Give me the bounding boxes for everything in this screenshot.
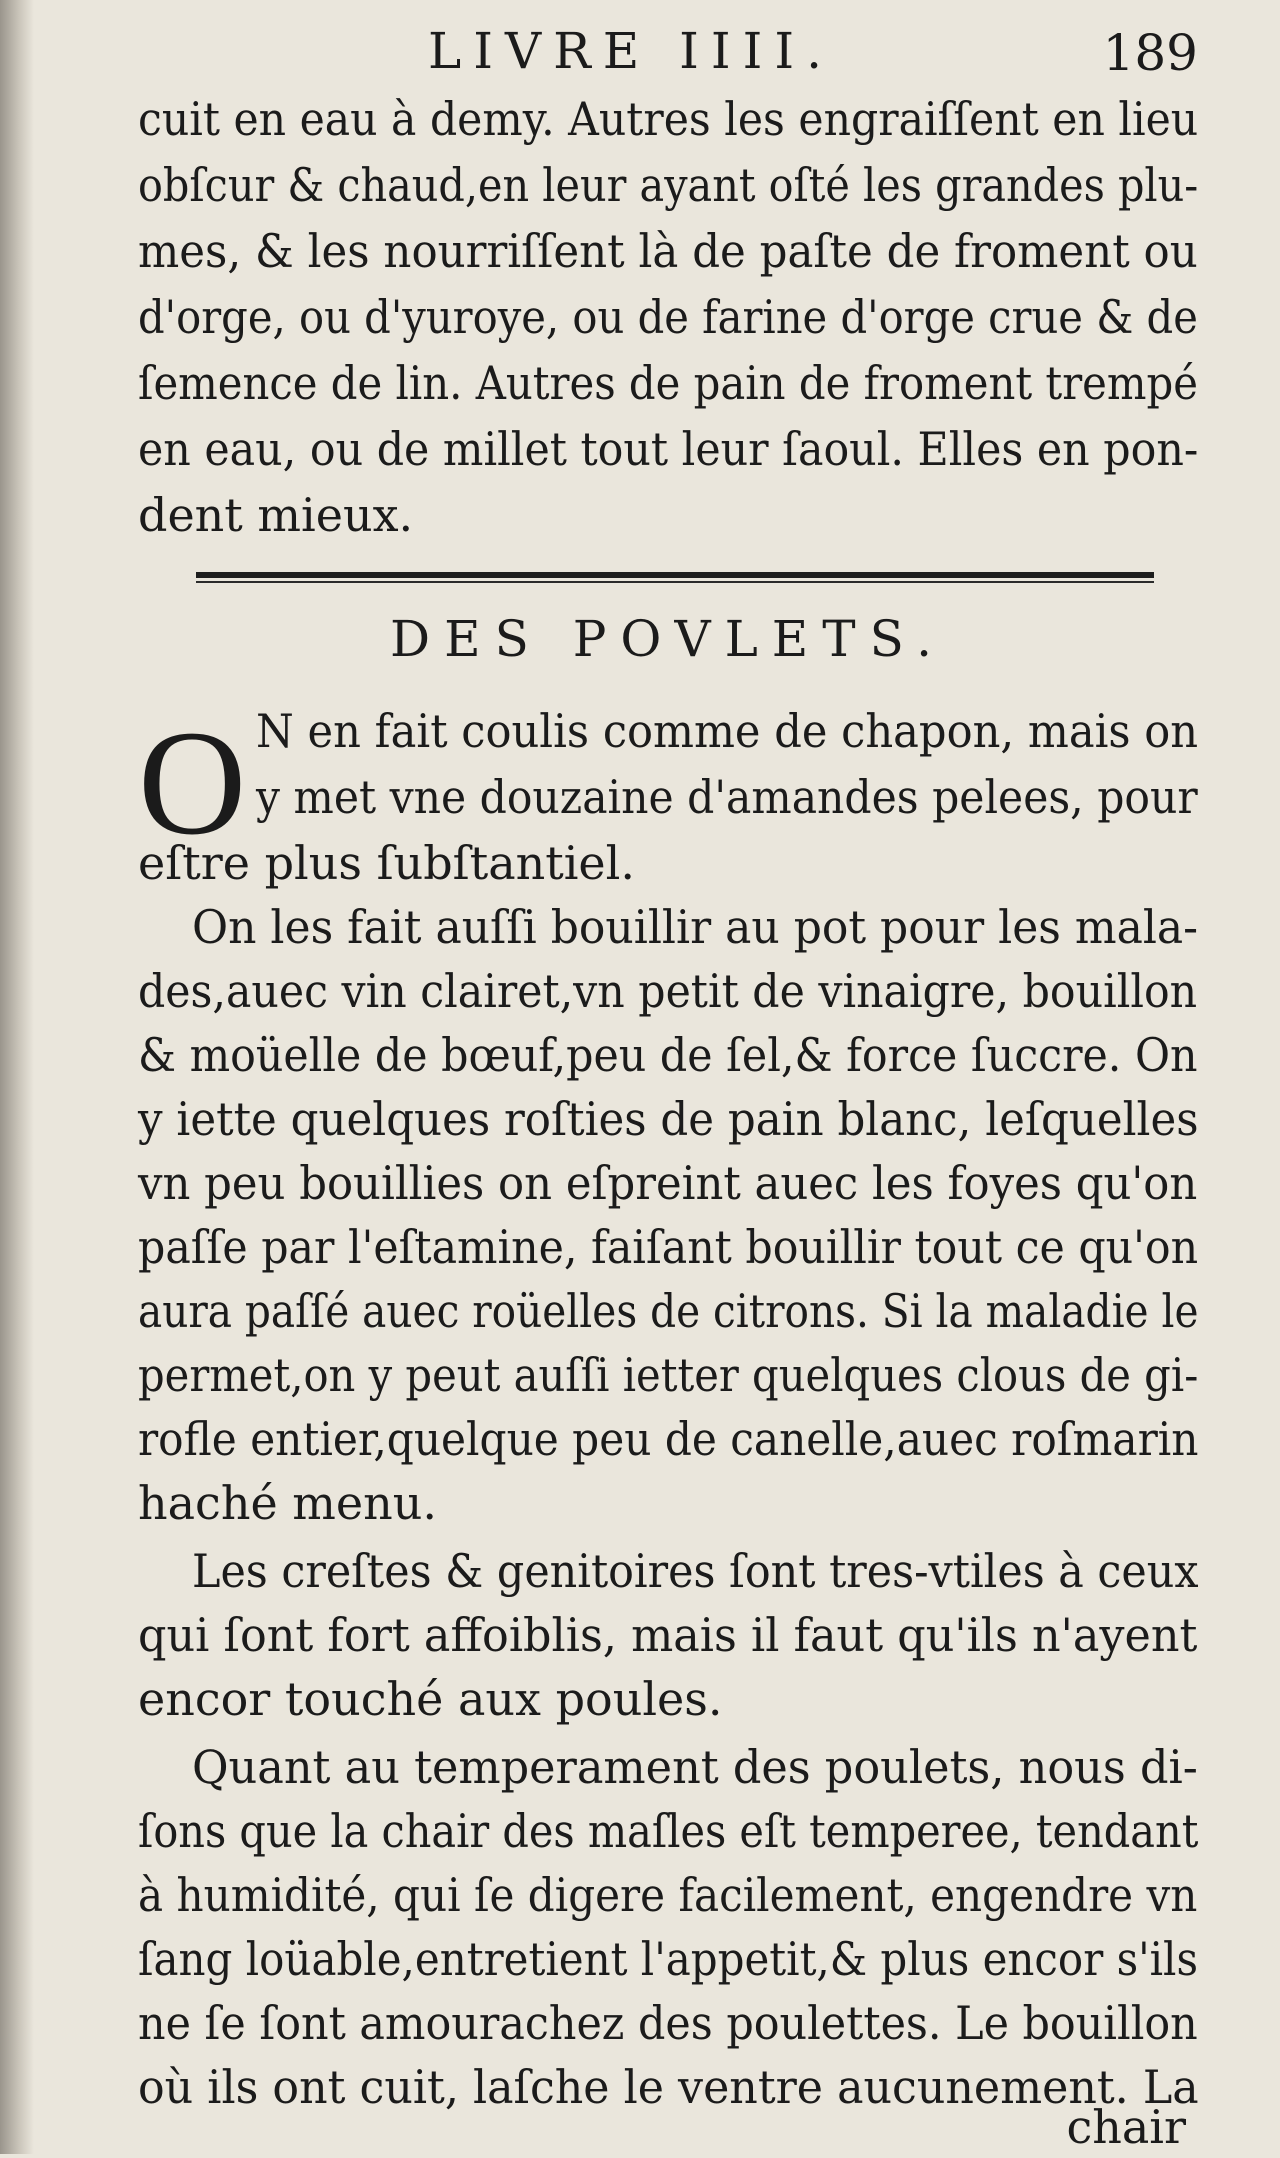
- catchword: chair: [1066, 2100, 1186, 2154]
- text-line: ſemence de lin. Autres de pain de froment trempé: [138, 356, 1198, 410]
- text-line: haché menu.: [138, 1476, 437, 1530]
- section-divider-thin: [196, 581, 1154, 583]
- text-line: permet,on y peut auſſi ietter quelques clous de gi-: [138, 1348, 1199, 1402]
- text-line: vn peu bouillies on eſpreint auec les foyes qu'on: [138, 1156, 1198, 1210]
- text-line: paſſe par l'eſtamine, faiſant bouillir tout ce qu'on: [138, 1220, 1199, 1274]
- text-line: Les creſtes & genitoires ſont tres-vtiles à ceux: [192, 1544, 1199, 1598]
- text-line: eſtre plus ſubſtantiel.: [138, 836, 635, 890]
- text-line: ſang loüable,entretient l'appetit,& plus encor s'ils: [138, 1932, 1199, 1986]
- text-line: à humidité, qui ſe digere facilement, engendre vn: [138, 1868, 1198, 1922]
- text-line: ſons que la chair des maſles eſt temperee, tendant: [138, 1804, 1199, 1858]
- running-title: LIVRE IIII.: [428, 22, 834, 80]
- text-line: obſcur & chaud,en leur ayant oſté les grandes plu-: [138, 158, 1199, 212]
- text-line: rofle entier,quelque peu de canelle,auec roſmarin: [138, 1412, 1199, 1466]
- text-line: où ils ont cuit, laſche le ventre aucunement. La: [138, 2060, 1199, 2114]
- book-page: [138, 0, 1198, 2154]
- text-line: Quant au temperament des poulets, nous di-: [192, 1740, 1198, 1794]
- section-title: DES POVLETS.: [389, 610, 946, 668]
- page-header: [138, 18, 1198, 88]
- page-gutter-shadow: [0, 0, 34, 2154]
- text-line: N en fait coulis comme de chapon, mais on: [256, 704, 1199, 758]
- text-line: d'orge, ou d'yuroye, ou de farine d'orge crue & de: [138, 290, 1198, 344]
- text-line: aura paſſé auec roüelles de citrons. Si la maladie le: [138, 1284, 1199, 1338]
- text-line: ne ſe ſont amourachez des poulettes. Le bouillon: [138, 1996, 1198, 2050]
- text-line: dent mieux.: [138, 488, 414, 542]
- text-line: & moüelle de bœuf,peu de ſel,& force ſuccre. On: [138, 1028, 1198, 1082]
- section-divider: [196, 572, 1154, 578]
- text-line: en eau, ou de millet tout leur ſaoul. Elles en pon-: [138, 422, 1199, 476]
- text-line: des,auec vin clairet,vn petit de vinaigre, bouillon: [138, 964, 1198, 1018]
- text-line: On les fait auſſi bouillir au pot pour les mala-: [192, 900, 1199, 954]
- page-number: 189: [1102, 24, 1198, 82]
- text-line: qui ſont fort affoiblis, mais il faut qu'ils n'ayent: [138, 1608, 1198, 1662]
- text-line: y iette quelques roſties de pain blanc, leſquelles: [138, 1092, 1199, 1146]
- text-line: mes, & les nourriſſent là de paſte de froment ou: [138, 224, 1198, 278]
- drop-cap-initial: O: [138, 700, 247, 866]
- text-line: y met vne douzaine d'amandes pelees, pour: [256, 770, 1198, 824]
- text-line: cuit en eau à demy. Autres les engraiſſent en lieu: [138, 92, 1199, 146]
- text-line: encor touché aux poules.: [138, 1672, 723, 1726]
